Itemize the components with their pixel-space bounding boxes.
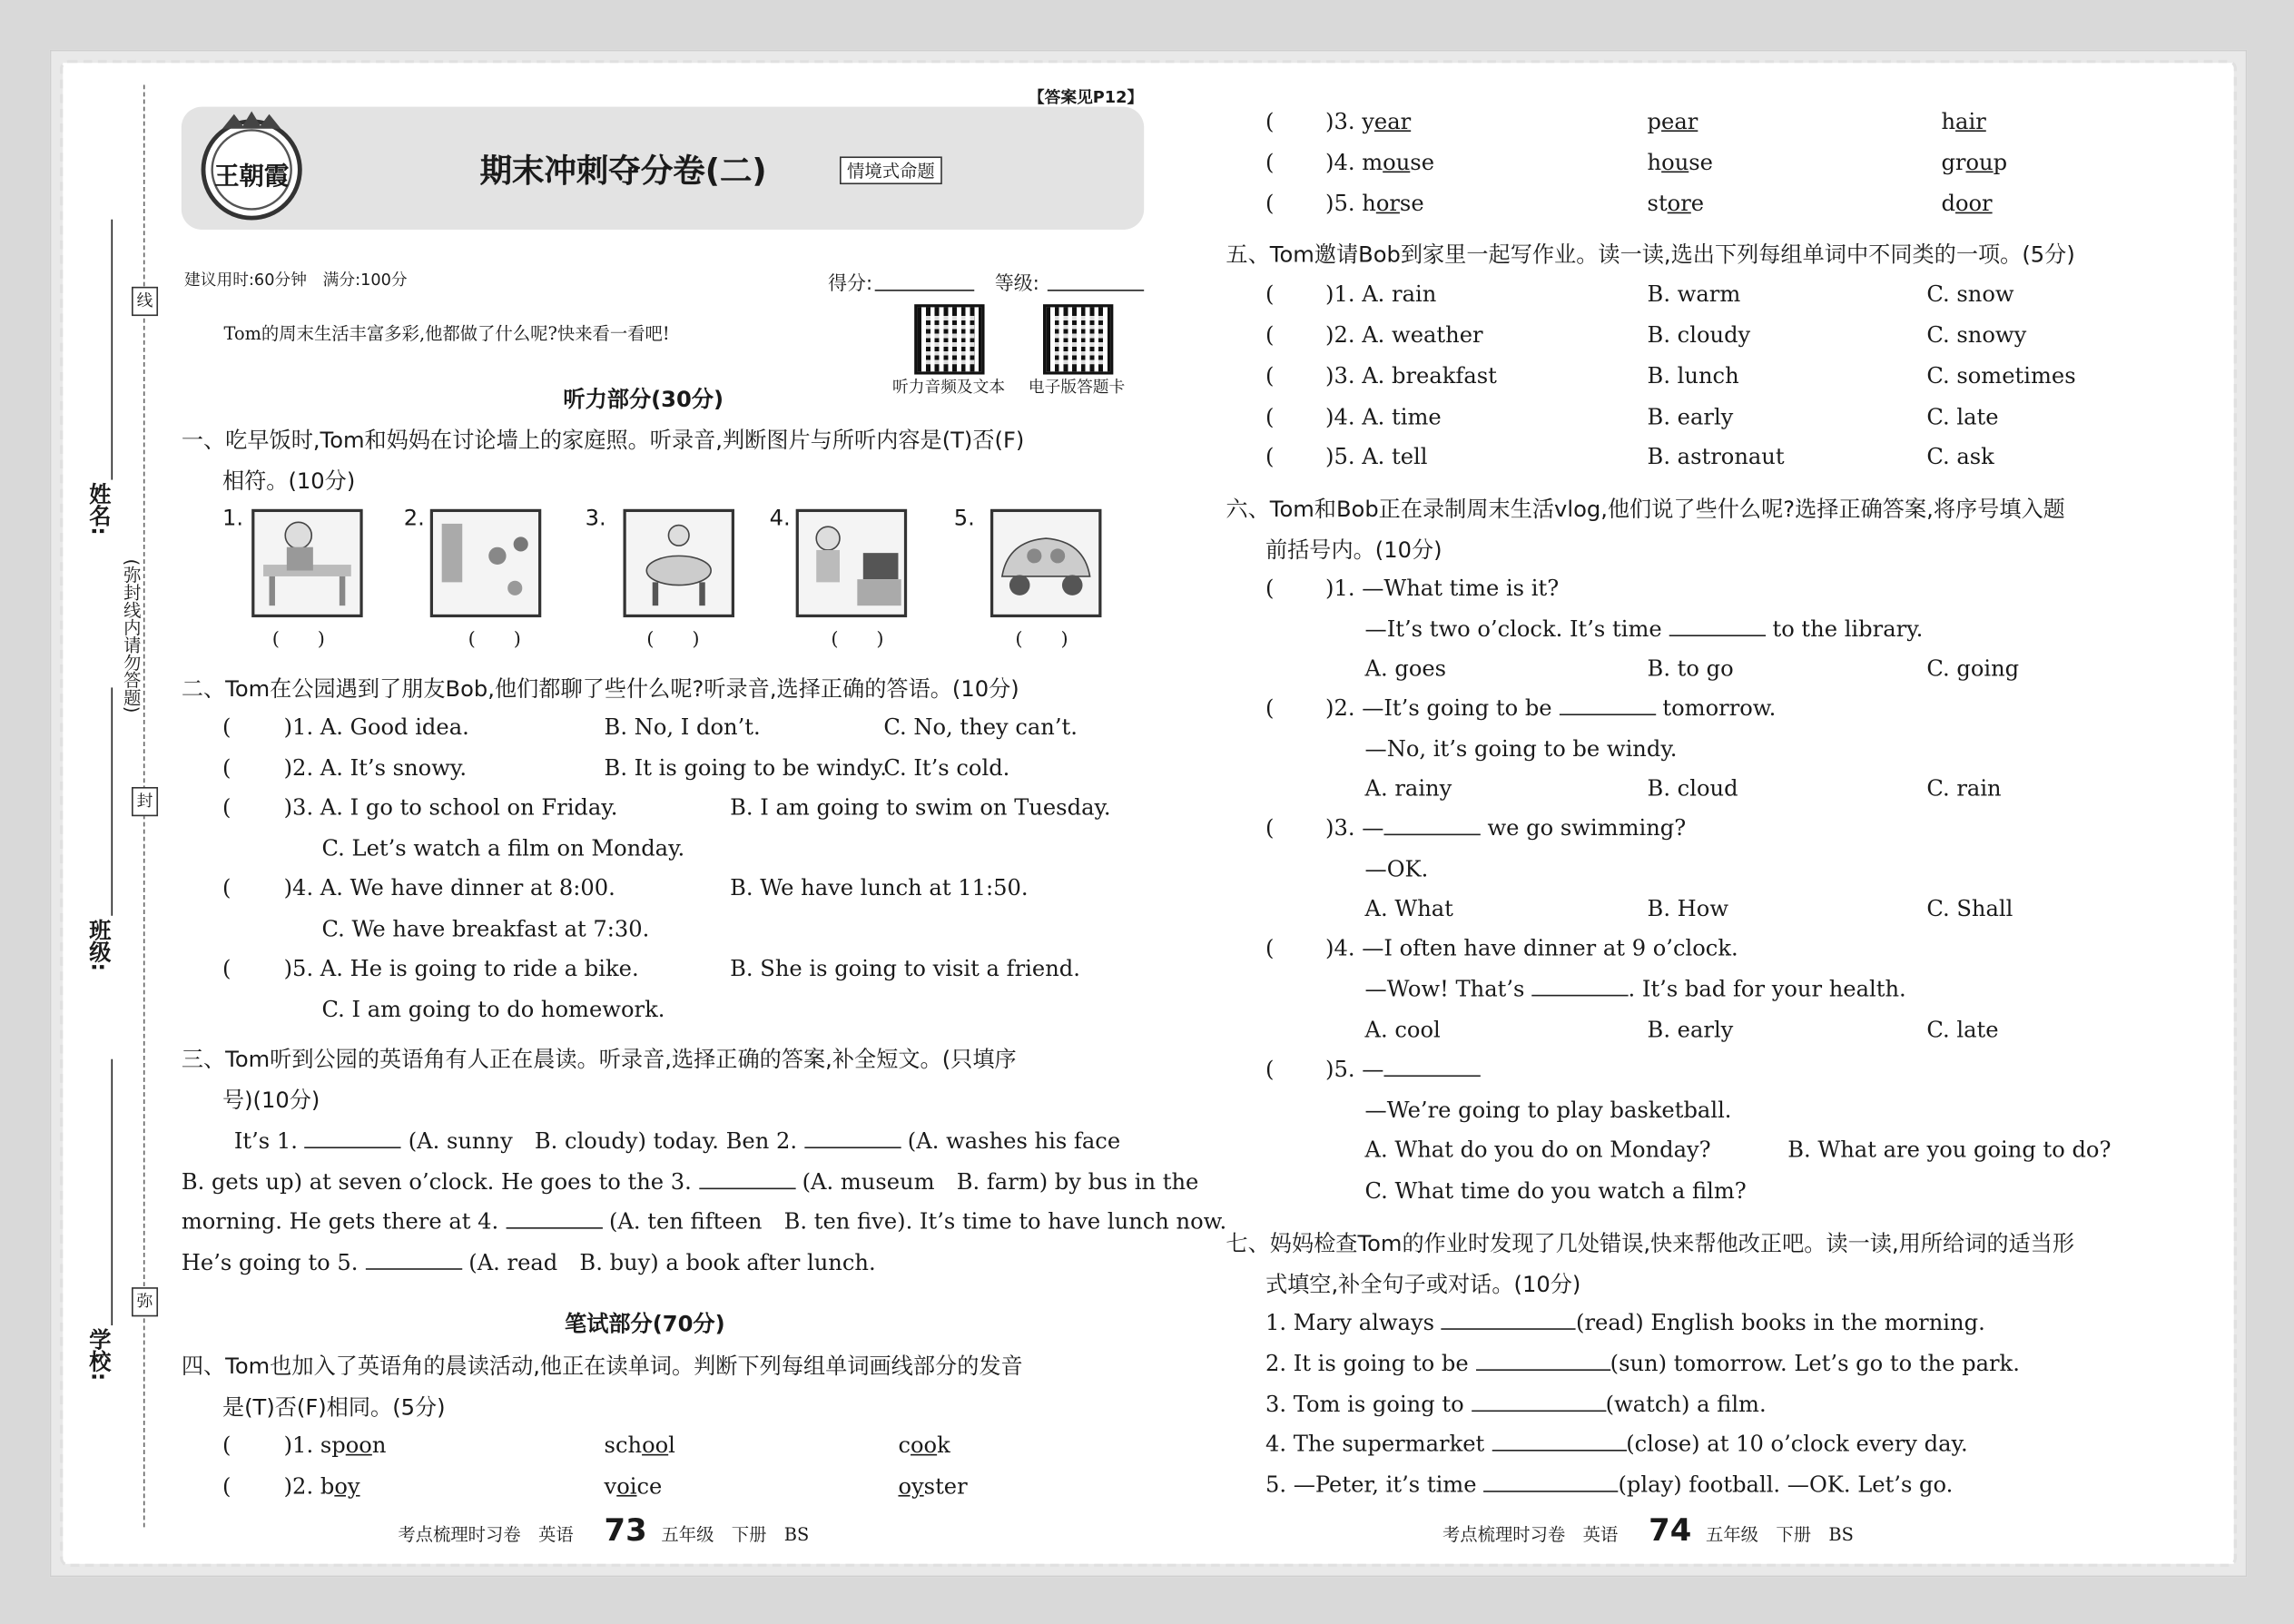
s3-l2b: (A. museum B. farm) by bus in the — [802, 1168, 1199, 1196]
s4-q5-w2: store — [1647, 190, 1705, 217]
s2-q3-b: B. I am going to swim on Tuesday. — [730, 794, 1111, 822]
s4-q1-w2: school — [604, 1432, 675, 1459]
logo-text: 王朝霞 — [214, 162, 290, 192]
s6-q1-paren[interactable]: ( — [1265, 575, 1275, 602]
s4-q2-w1: )2. boy — [283, 1472, 360, 1500]
s3-blank-3[interactable] — [699, 1170, 795, 1189]
s6-q2-prompt: )2. —It’s going to be tomorrow. — [1325, 694, 1777, 722]
audio-qr-icon[interactable] — [914, 304, 984, 374]
s3-line-3 — [182, 1206, 1226, 1236]
s4-q3-w1: )3. year — [1325, 108, 1412, 135]
s2-q5-b: B. She is going to visit a friend. — [730, 955, 1080, 982]
s4-q5-w3: door — [1941, 190, 1993, 217]
title-tag: 情境式命题 — [840, 156, 942, 184]
s3-line-4 — [182, 1246, 876, 1277]
intro-text: Tom的周末生活丰富多彩,他都做了什么呢?快来看一看吧! — [223, 323, 670, 344]
s5-q5-a: )5. A. tell — [1325, 443, 1428, 470]
page-number-74: 74 — [1649, 1512, 1692, 1548]
s2-q4-b: B. We have lunch at 11:50. — [730, 874, 1029, 901]
s5-q4-b: B. early — [1647, 403, 1734, 430]
s6-q4-c: C. late — [1926, 1016, 1999, 1043]
s5-q5-paren[interactable]: ( — [1265, 443, 1275, 470]
listening-header: 听力部分(30分) — [563, 386, 724, 413]
s5-q2-c: C. snowy — [1926, 321, 2027, 349]
s6-q5-reply: —We’re going to play basketball. — [1364, 1097, 1732, 1124]
s6-q4-prompt: )4. —I often have dinner at 9 o’clock. — [1325, 934, 1738, 961]
s6-q4-blank[interactable] — [1531, 977, 1628, 996]
s6-q1-reply: —It’s two o’clock. It’s time to the library. — [1364, 615, 1924, 643]
s2-q4-paren[interactable]: ( — [222, 874, 231, 901]
s3-line-1 — [234, 1125, 1120, 1156]
s4-q5-w1: )5. horse — [1325, 190, 1424, 217]
s6-q3-prompt: )3. — we go swimming? — [1325, 814, 1687, 842]
s6-q4-b: B. early — [1647, 1016, 1734, 1043]
school-label: 学校: — [86, 1328, 113, 1382]
s6-q5-prompt: )5. — — [1325, 1057, 1481, 1083]
s7-q5: 5. —Peter, it’s time (play) football. —OK. Let’s go. — [1265, 1471, 1954, 1499]
footer-left-label: 考点梳理时习卷 英语 — [398, 1524, 574, 1545]
qr-card-caption: 电子版答题卡 — [1028, 377, 1126, 397]
s5-q3-b: B. lunch — [1647, 362, 1739, 389]
s3-title: 三、Tom听到公园的英语角有人正在晨读。听录音,选择正确的答案,补全短文。(只填序 — [181, 1046, 1017, 1073]
score-label: 得分: — [828, 273, 873, 296]
s5-q2-a: )2. A. weather — [1325, 321, 1483, 349]
s4-q2-w3: oyster — [898, 1472, 968, 1500]
s6-q3-b: B. How — [1647, 895, 1729, 922]
s6-q2-a: A. rainy — [1364, 775, 1452, 802]
s6-q3-c: C. Shall — [1926, 895, 2013, 922]
s6-q1-a: A. goes — [1364, 655, 1447, 682]
footer-right-grade: 五年级 下册 BS — [1706, 1524, 1854, 1545]
page-title: 期末冲刺夺分卷(二) — [479, 153, 767, 191]
s2-q2-paren[interactable]: ( — [222, 754, 231, 782]
s3-blank-2[interactable] — [804, 1129, 901, 1148]
s3-l1b: (A. sunny B. cloudy) today. Ben 2. — [408, 1127, 798, 1155]
s5-q4-c: C. late — [1926, 403, 1999, 430]
s1-num-1: 1. — [222, 504, 244, 531]
s6-title-cont: 前括号内。(10分) — [1265, 536, 1442, 564]
s4-q4-w1: )4. mouse — [1325, 149, 1435, 176]
grade-label: 等级: — [994, 273, 1039, 296]
s3-l1c: (A. washes his face — [907, 1127, 1121, 1155]
s3-l3b: (A. ten fifteen B. ten five). It’s time to have lunch now. — [608, 1208, 1227, 1235]
card-qr-icon[interactable] — [1043, 304, 1113, 374]
s4-q4-paren[interactable]: ( — [1265, 149, 1275, 176]
s3-l4b: (A. read B. buy) a book after lunch. — [468, 1249, 876, 1276]
s6-q5-paren[interactable]: ( — [1265, 1056, 1275, 1083]
s4-q3-w3: hair — [1941, 108, 1986, 135]
s5-q1-a: )1. A. rain — [1325, 281, 1437, 308]
s2-q5-a: )5. A. He is going to ride a bike. — [283, 955, 639, 982]
s3-line-2 — [182, 1166, 1198, 1196]
picture-4 — [796, 509, 907, 617]
s2-q1-a: )1. A. Good idea. — [283, 714, 469, 741]
score-field[interactable] — [875, 290, 975, 291]
s7-q3-blank[interactable] — [1471, 1393, 1605, 1412]
s1-title-cont: 相符。(10分) — [222, 468, 356, 495]
s3-blank-1[interactable] — [305, 1129, 401, 1148]
s4-q3-w2: pear — [1647, 108, 1698, 135]
s2-q2-a: )2. A. It’s snowy. — [283, 754, 468, 782]
s2-q3-c: C. Let’s watch a film on Monday. — [321, 835, 685, 862]
s7-q1-blank[interactable] — [1442, 1311, 1576, 1330]
s2-q2-c: C. It’s cold. — [883, 754, 1010, 782]
seal-mark: 封 — [132, 787, 158, 816]
s5-q2-paren[interactable]: ( — [1265, 321, 1275, 349]
s4-q2-w2: voice — [604, 1472, 663, 1500]
s5-q4-a: )4. A. time — [1325, 403, 1442, 430]
s3-blank-5[interactable] — [365, 1251, 461, 1270]
qr-audio-caption: 听力音频及文本 — [892, 377, 1006, 397]
s6-q2-blank[interactable] — [1559, 696, 1655, 715]
s1-paren-3[interactable]: ( ) — [646, 628, 700, 652]
s4-q1-w3: cook — [898, 1432, 950, 1459]
s2-q1-paren[interactable]: ( — [222, 714, 231, 741]
s6-q3-reply: —OK. — [1364, 855, 1429, 882]
picture-2 — [430, 509, 541, 617]
picture-1 — [251, 509, 362, 617]
picture-3 — [623, 509, 733, 617]
class-label: 班级: — [86, 919, 113, 972]
s1-num-5: 5. — [953, 504, 975, 531]
time-info: 建议用时:60分钟 满分:100分 — [184, 271, 408, 290]
s5-q1-c: C. snow — [1926, 281, 2014, 308]
s1-paren-5[interactable]: ( ) — [1015, 628, 1068, 652]
s4-q4-w2: house — [1647, 149, 1713, 176]
s4-q5-paren[interactable]: ( — [1265, 190, 1275, 217]
s7-q2: 2. It is going to be (sun) tomorrow. Let’s go to the park. — [1265, 1350, 2020, 1377]
school-field[interactable] — [111, 1059, 113, 1325]
page-number-73: 73 — [604, 1512, 647, 1548]
s5-q4-paren[interactable]: ( — [1265, 403, 1275, 430]
s5-q3-paren[interactable]: ( — [1265, 362, 1275, 389]
written-header: 笔试部分(70分) — [565, 1310, 725, 1337]
s2-q1-c: C. No, they can’t. — [883, 714, 1078, 741]
s3-l4a: He’s going to 5. — [181, 1249, 359, 1276]
s7-q3: 3. Tom is going to (watch) a film. — [1265, 1391, 1767, 1418]
s6-q3-paren[interactable]: ( — [1265, 814, 1275, 842]
s1-num-3: 3. — [585, 504, 606, 531]
s6-q1-prompt: )1. —What time is it? — [1325, 575, 1560, 602]
s6-q4-paren[interactable]: ( — [1265, 934, 1275, 961]
s6-q2-paren[interactable]: ( — [1265, 694, 1275, 722]
s6-q1-blank[interactable] — [1669, 617, 1765, 636]
s7-q4: 4. The supermarket (close) at 10 o’clock every day. — [1265, 1431, 1968, 1458]
s4-title: 四、Tom也加入了英语角的晨读活动,他正在读单词。判断下列每组单词画线部分的发音 — [181, 1353, 1023, 1380]
s2-title: 二、Tom在公园遇到了朋友Bob,他们都聊了些什么呢?听录音,选择正确的答语。(10分) — [181, 675, 1019, 703]
class-field[interactable] — [111, 687, 113, 915]
s6-q5-blank[interactable] — [1383, 1058, 1480, 1077]
s4-q4-w3: group — [1941, 149, 2008, 176]
s6-q4-a: A. cool — [1364, 1016, 1441, 1043]
s2-q5-c: C. I am going to do homework. — [321, 996, 665, 1023]
s6-q2-reply: —No, it’s going to be windy. — [1364, 735, 1678, 763]
s5-q2-b: B. cloudy — [1647, 321, 1751, 349]
s6-q1-b: B. to go — [1647, 655, 1734, 682]
mi-mark: 弥 — [132, 1287, 158, 1316]
picture-5 — [990, 509, 1101, 617]
s6-q3-a: A. What — [1364, 895, 1453, 922]
s4-q3-paren[interactable]: ( — [1265, 108, 1275, 135]
s3-title-cont: 号)(10分) — [222, 1087, 320, 1114]
s3-l3a: morning. He gets there at 4. — [181, 1208, 499, 1235]
s3-blank-4[interactable] — [506, 1210, 602, 1229]
s2-q4-c: C. We have breakfast at 7:30. — [321, 915, 650, 942]
s1-num-4: 4. — [769, 504, 791, 531]
footer-right-label: 考点梳理时习卷 英语 — [1442, 1524, 1619, 1545]
s5-q3-c: C. sometimes — [1926, 362, 2076, 389]
s1-title: 一、吃早饭时,Tom和妈妈在讨论墙上的家庭照。听录音,判断图片与所听内容是(T)否(F) — [181, 427, 1025, 454]
s2-q3-a: )3. A. I go to school on Friday. — [283, 794, 618, 822]
s6-title: 六、Tom和Bob正在录制周末生活vlog,他们说了些什么呢?选择正确答案,将序号填入题 — [1226, 496, 2065, 523]
s5-q5-c: C. ask — [1926, 443, 1994, 470]
s6-q5-a: A. What do you do on Monday? — [1364, 1137, 1711, 1164]
s7-q5-blank[interactable] — [1483, 1473, 1618, 1492]
s2-q5-paren[interactable]: ( — [222, 955, 231, 982]
s5-q1-paren[interactable]: ( — [1265, 281, 1275, 308]
s4-title-cont: 是(T)否(F)相同。(5分) — [222, 1393, 446, 1421]
s5-q3-a: )3. A. breakfast — [1325, 362, 1497, 389]
s6-q5-b: B. What are you going to do? — [1787, 1137, 2112, 1164]
answer-ref: 【答案见P12】 — [1028, 87, 1144, 107]
grade-field[interactable] — [1048, 290, 1144, 291]
name-field[interactable] — [111, 220, 113, 480]
s2-q3-paren[interactable]: ( — [222, 794, 231, 822]
s2-q2-b: B. It is going to be windy. — [604, 754, 887, 782]
seal-note: (弥封线内请勿答题) — [121, 558, 143, 714]
s4-q1-w1: )1. spoon — [283, 1432, 387, 1459]
name-label: 姓名: — [86, 482, 113, 536]
s3-l1a: It’s 1. — [233, 1127, 298, 1155]
s6-q2-b: B. cloud — [1647, 775, 1738, 802]
s7-q2-blank[interactable] — [1475, 1352, 1610, 1371]
s1-paren-2[interactable]: ( ) — [468, 628, 521, 652]
s4-q2-paren[interactable]: ( — [222, 1472, 231, 1500]
s7-title: 七、妈妈检查Tom的作业时发现了几处错误,快来帮他改正吧。读一读,用所给词的适当形 — [1226, 1230, 2075, 1257]
s7-title-cont: 式填空,补全句子或对话。(10分) — [1265, 1271, 1581, 1298]
s7-q1: 1. Mary always (read) English books in the morning. — [1265, 1309, 1985, 1336]
s5-q5-b: B. astronaut — [1647, 443, 1785, 470]
s6-q4-reply: —Wow! That’s . It’s bad for your health. — [1364, 975, 1906, 1002]
s6-q3-blank[interactable] — [1383, 816, 1480, 835]
s7-q4-blank[interactable] — [1492, 1432, 1626, 1452]
s1-paren-4[interactable]: ( ) — [831, 628, 884, 652]
s3-l2a: B. gets up) at seven o’clock. He goes to the 3. — [181, 1168, 692, 1196]
s6-q5-c: C. What time do you watch a film? — [1364, 1177, 1747, 1205]
s1-num-2: 2. — [403, 504, 425, 531]
s2-q1-b: B. No, I don’t. — [604, 714, 761, 741]
s2-q4-a: )4. A. We have dinner at 8:00. — [283, 874, 615, 901]
s1-paren-1[interactable]: ( ) — [271, 628, 326, 652]
s6-q2-c: C. rain — [1926, 775, 2002, 802]
s6-q1-c: C. going — [1926, 655, 2020, 682]
s4-q1-paren[interactable]: ( — [222, 1432, 231, 1459]
s5-q1-b: B. warm — [1647, 281, 1741, 308]
s5-title: 五、Tom邀请Bob到家里一起写作业。读一读,选出下列每组单词中不同类的一项。(5分) — [1226, 241, 2075, 268]
publisher-logo — [190, 105, 312, 228]
line-mark: 线 — [132, 287, 158, 316]
footer-left-grade: 五年级 下册 BS — [661, 1524, 810, 1545]
